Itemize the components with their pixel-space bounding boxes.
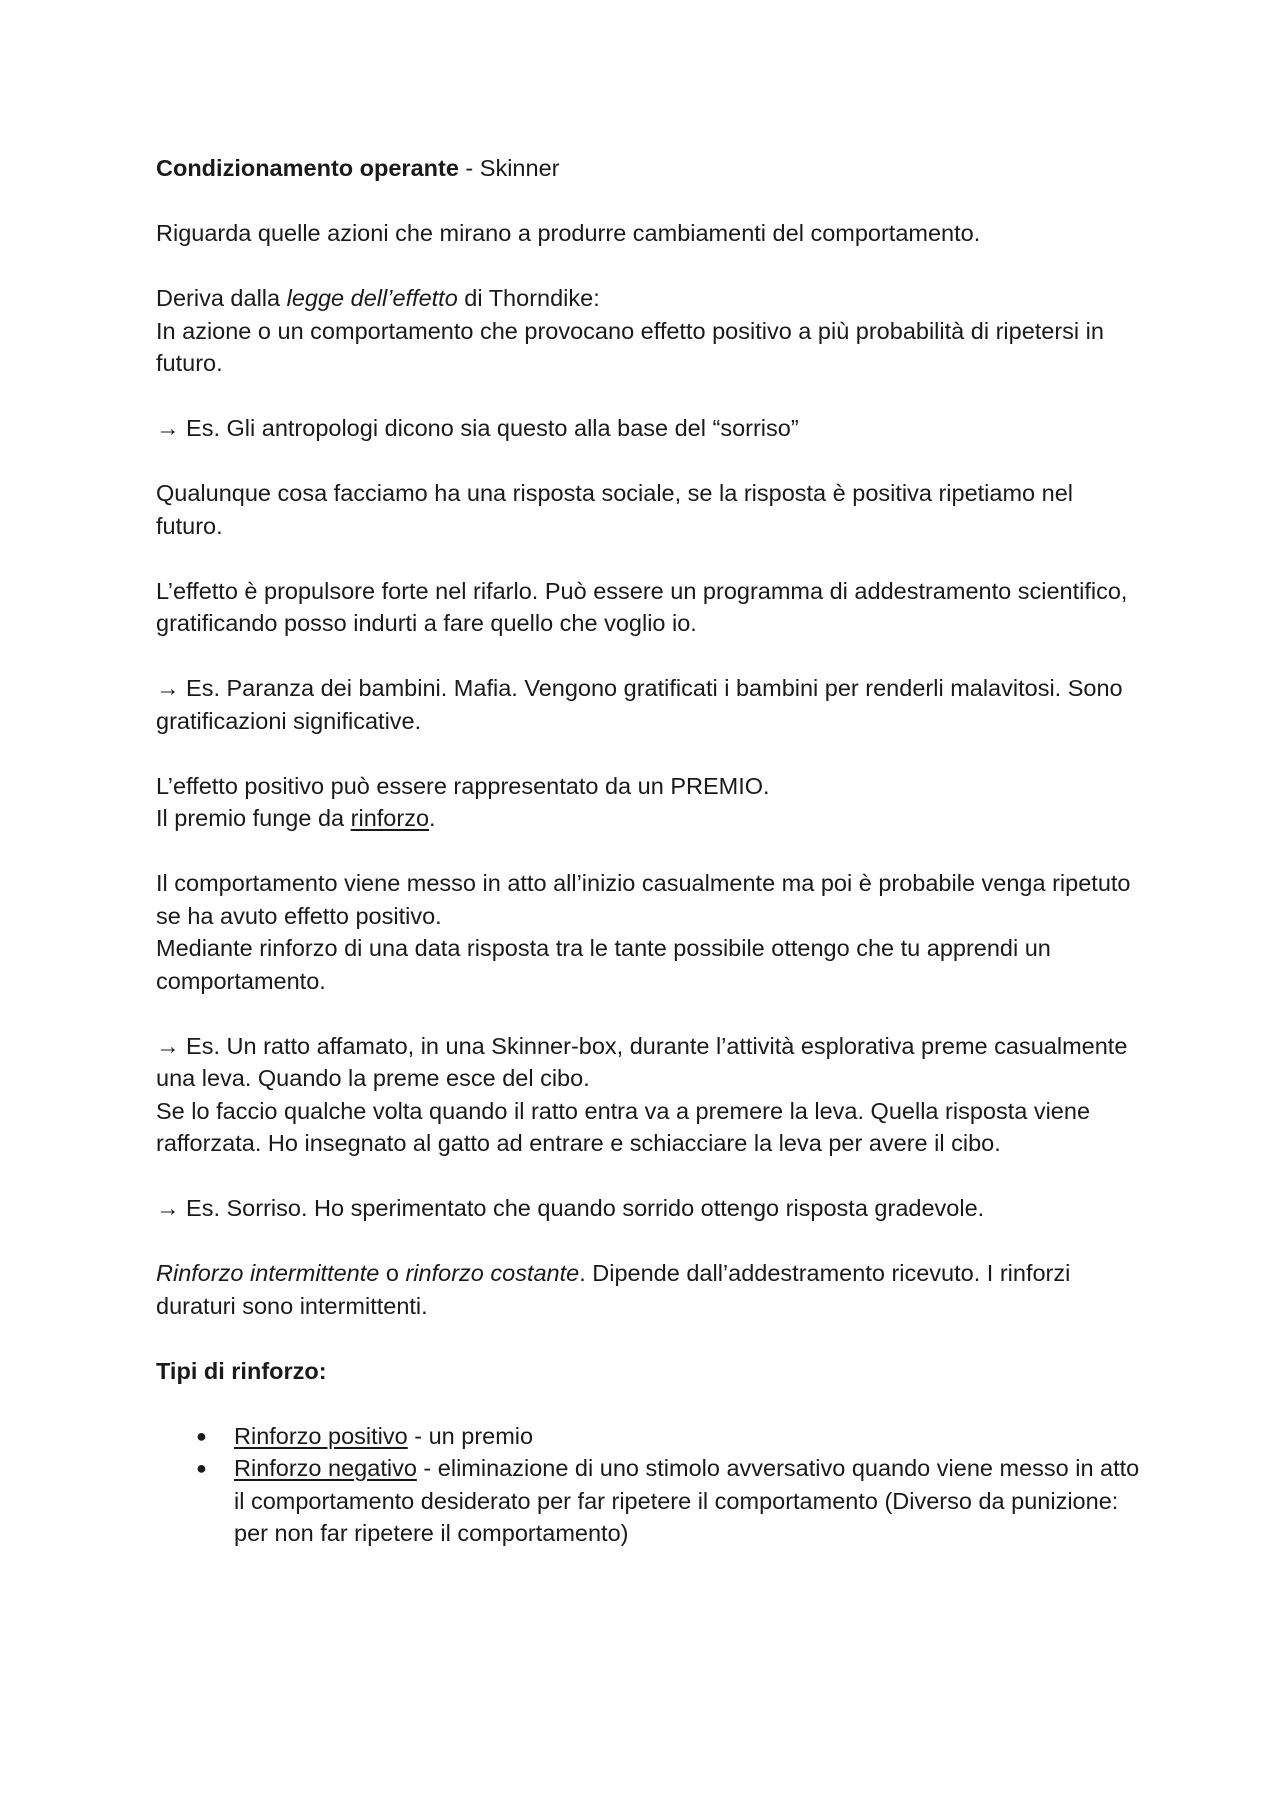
paragraph-8: L’effetto positivo può essere rappresentato da un PREMIO. [156, 772, 770, 799]
paragraph-3: In azione o un comportamento che provocano effetto positivo a più probabilità di ripetersi in futuro. [156, 317, 1104, 376]
list-item-text: - un premio [407, 1422, 534, 1449]
text-span: . [429, 805, 436, 831]
text-span: Deriva dalla [156, 285, 287, 311]
list-item [156, 1452, 1140, 1550]
italic-term: rinforzo costante [405, 1260, 580, 1286]
paragraph-10: Il comportamento viene messo in atto all’inizio casualmente ma poi è probabile venga ripetuto se ha avuto effetto positivo. [156, 870, 1131, 929]
list-item-text: - eliminazione di uno stimolo avversativo quando viene messo in atto il comportamento desiderato per far ripetere il comportamento (Diverso da punizione: per non far ripetere il comportamento) [234, 1455, 1140, 1546]
paragraph-14: → Es. Sorriso. Ho sperimentato che quando sorrido ottengo risposta gradevole. [156, 1195, 985, 1221]
paragraph-7: → Es. Paranza dei bambini. Mafia. Vengono gratificati i bambini per renderli malavitosi. Sono gratificazioni significative. [156, 675, 1123, 734]
italic-term: Rinforzo intermittente [156, 1260, 380, 1286]
paragraph-4: → Es. Gli antropologi dicono sia questo alla base del “sorriso” [156, 415, 799, 441]
underlined-term: Rinforzo negativo [234, 1455, 417, 1481]
section-heading-text: Tipi di rinforzo: [156, 1357, 327, 1384]
underlined-term: rinforzo [350, 805, 430, 831]
title-bold: Condizionamento operante [156, 155, 459, 181]
paragraph-11: Mediante rinforzo di una data risposta tra le tante possibile ottengo che tu apprendi un comportamento. [156, 935, 1051, 994]
italic-term: legge dell’effetto [286, 285, 458, 311]
paragraph-5: Qualunque cosa facciamo ha una risposta sociale, se la risposta è positiva ripetiamo nel futuro. [156, 480, 1074, 539]
paragraph-9 [156, 802, 1140, 835]
paragraph-1: Riguarda quelle azioni che mirano a produrre cambiamenti del comportamento. [156, 220, 981, 246]
bullet-icon: ● [196, 1425, 207, 1446]
paragraph-6: L’effetto è propulsore forte nel rifarlo. Può essere un programma di addestramento scientifico, gratificando posso indurti a fare quello che voglio io. [156, 577, 1128, 636]
paragraph-2 [156, 282, 1140, 315]
underlined-term: Rinforzo positivo [234, 1422, 408, 1449]
paragraph-12: → Es. Un ratto affamato, in una Skinner-box, durante l’attività esplorativa preme casualmente una leva. Quando la preme esce del cibo. [156, 1032, 1128, 1091]
document-title [156, 152, 1140, 185]
paragraph-13: Se lo faccio qualche volta quando il ratto entra va a premere la leva. Quella risposta viene rafforzata. Ho insegnato al gatto ad entrare e schiacciare la leva per avere il cibo. [156, 1097, 1091, 1156]
list-item [156, 1420, 1140, 1453]
text-span: . Dipende dall’addestramento ricevuto. I rinforzi duraturi sono intermittenti. [156, 1260, 1071, 1319]
text-span: Il premio funge da [156, 805, 351, 831]
paragraph-15 [156, 1257, 1140, 1322]
title-rest: - Skinner [458, 155, 560, 181]
text-span: di Thorndike: [457, 285, 600, 311]
reinforcement-types-list [156, 1420, 1140, 1550]
section-heading [156, 1355, 1140, 1388]
text-span: o [379, 1260, 406, 1286]
bullet-icon: ● [196, 1458, 207, 1478]
